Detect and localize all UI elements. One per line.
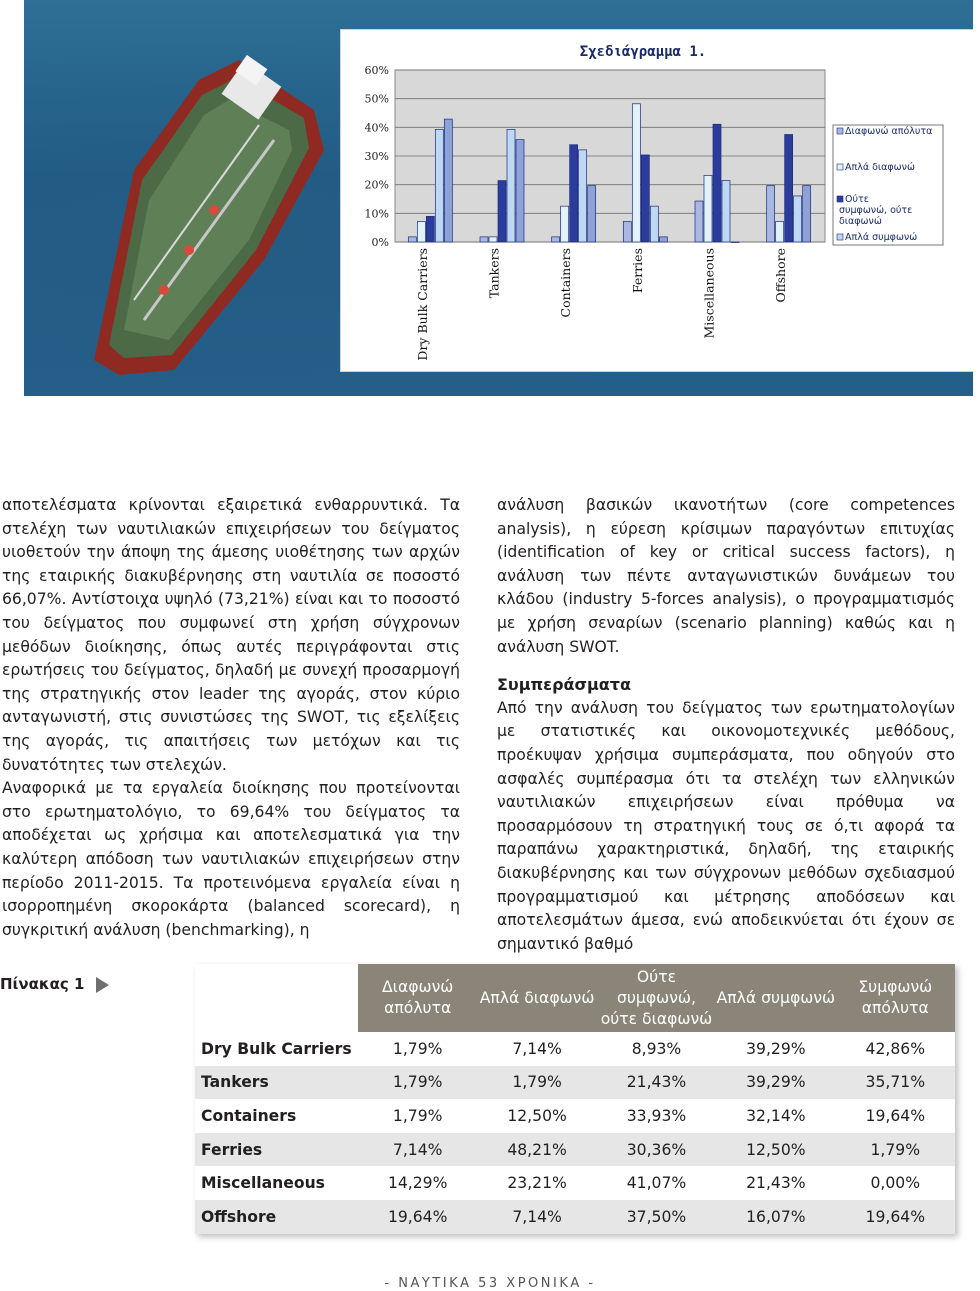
table-row [195,1032,955,1066]
legend-swatch [837,234,843,240]
table-cell: 1,79% [836,1133,955,1167]
bar [480,237,488,242]
bar [561,206,569,242]
table-row [195,1133,955,1167]
row-label: Ferries [195,1133,358,1167]
table-cell: 1,79% [358,1099,477,1133]
bar [776,222,784,242]
bar [794,196,802,242]
y-tick-label: 60% [364,64,389,77]
bar [498,181,506,242]
bar [731,242,739,243]
table-cell: 8,93% [597,1032,716,1066]
bar [803,186,811,242]
conclusions-heading: Συμπεράσματα [497,675,631,695]
bar [426,216,434,242]
table-label: Πίνακας 1 [0,975,85,993]
legend-label: Διαφωνώ απόλυτα [845,126,933,137]
bar [489,237,497,242]
bar [785,135,793,243]
table-cell: 16,07% [716,1200,835,1234]
bar [695,201,703,242]
bar [704,175,712,242]
bar [632,104,640,242]
table-corner [195,964,358,1032]
y-tick-label: 50% [364,92,389,106]
table-cell: 23,21% [477,1166,596,1200]
left-paragraph-2: Αναφορικά με τα εργαλεία διοίκησης που προτείνονται στο ερωτηματολόγιο, το 69,64% του δείγματος τα αποδέχεται ως χρήσιμα και αποτελεσματικά για την καλύτερη απόδοση των ναυτιλιακών επιχειρήσεων στην περίοδο 2011-2015. Τα προτεινόμενα εργαλεία είναι η ισορροπημένη σκοροκάρτα (balanced scorecard), η συγκριτική ανάλυση (benchmarking), η [2,779,460,939]
right-paragraph-1: ανάλυση βασικών ικανοτήτων (core competences analysis), η εύρεση κρίσιμων παραγόντων επιτυχίας (identification of key or critical success factors), η ανάλυση των πέντε ανταγωνιστικών δυνάμεων του κλάδου (industry 5-forces analysis), ο προγραμματισμός με χρήση σεναρίων (scenario planning) καθώς και η ανάλυση SWOT. [497,496,955,656]
table-cell: 14,29% [358,1166,477,1200]
row-label: Tankers [195,1066,358,1100]
legend-label: Απλά συμφωνώ [845,232,918,243]
category-label: Ferries [629,248,645,294]
tanker-ship-image [24,0,344,396]
row-label: Offshore [195,1200,358,1234]
table-cell: 37,50% [597,1200,716,1234]
chart-title: Σχεδιάγραμμα 1. [579,44,707,60]
bar [435,129,443,242]
legend-box [833,125,943,245]
bar [516,140,524,242]
chart-panel [340,29,973,372]
table-cell: 32,14% [716,1099,835,1133]
table-header: Απλά διαφωνώ [477,964,596,1032]
bar [579,150,587,242]
category-label: Containers [558,248,574,318]
table-cell: 1,79% [477,1066,596,1100]
right-text-column [497,494,955,956]
right-paragraph-2: Από την ανάλυση του δείγματος των ερωτηματολογίων με στατιστικές και οικονομοτεχνικές μεθόδους, προέκυψαν χρήσιμα συμπεράσματα, που οδηγούν στο ασφαλές συμπέρασμα ότι τα στελέχη των ελληνικών ναυτιλιακών επιχειρήσεων είναι πρόθυμα να προσαρμόσουν τη στρατηγική τους σε ό,τι αφορά τα παραπάνω χαρακτηριστικά, δηλαδή, της εταιρικής διακυβέρνησης και των σύγχρονων μεθόδων σχεδιασμού προγραμματισμού και μέτρησης αποδόσεων και αποτελεσμάτων άμεσα, ενώ αποδεικνύεται ότι έχουν σε σημαντικό βαθμό [497,698,955,953]
bar [641,155,649,242]
table-row [195,1200,955,1234]
legend-label: Ούτε συμφωνώ, ούτε διαφωνώ [839,194,913,227]
table-cell: 48,21% [477,1133,596,1167]
table-cell: 19,64% [836,1099,955,1133]
table-cell: 7,14% [477,1200,596,1234]
bar [722,181,730,242]
table-cell: 33,93% [597,1099,716,1133]
table-cell: 19,64% [358,1200,477,1234]
table-cell: 12,50% [716,1133,835,1167]
left-paragraph-1: αποτελέσματα κρίνονται εξαιρετικά ενθαρρυντικά. Τα στελέχη των ναυτιλιακών επιχειρήσεων του δείγματος υιοθετούν την άποψη της άμεσης υιοθέτησης των αρχών της εταιρικής διακυβέρνησης στη ναυτιλία σε ποσοστό 66,07%. Αντίστοιχα υψηλό (73,21%) είναι και το ποσοστό του δείγματος που συμφωνεί στη χρήση σύγχρονων μεθόδων διοίκησης, όπως αυτές περιγράφονται στις ερωτήσεις του δείγματος, δηλαδή με συνεχή προσαρμογή της στρατηγικής στον leader της αγοράς, στον κύριο ανταγωνιστή, στις συνιστώσες της SWOT, τις εξελίξεις της αγοράς, τις απαιτήσεις των μετόχων και τις δυνατότητες των στελεχών. [2,496,460,774]
bar [650,206,658,242]
category-label: Offshore [773,248,789,303]
legend-label: Απλά διαφωνώ [845,162,915,173]
bar-chart [341,30,973,371]
y-tick-label: 10% [364,207,389,221]
bar [417,222,425,242]
bar [444,119,452,242]
table-cell: 1,79% [358,1032,477,1066]
ship-photo [24,0,973,396]
table-cell: 35,71% [836,1066,955,1100]
table-row [195,1166,955,1200]
left-text-column [2,494,460,942]
table-cell: 42,86% [836,1032,955,1066]
table-cell: 39,29% [716,1066,835,1100]
table-cell: 19,64% [836,1200,955,1234]
row-label: Miscellaneous [195,1166,358,1200]
y-tick-label: 40% [364,121,389,135]
y-tick-label: 30% [364,150,389,163]
table-header: Απλά συμφωνώ [716,964,835,1032]
table-cell: 21,43% [597,1066,716,1100]
bar [623,222,631,242]
bar [507,129,515,242]
play-arrow-icon [96,977,109,993]
row-label: Containers [195,1099,358,1133]
bar [570,145,578,242]
table-cell: 7,14% [358,1133,477,1167]
legend-swatch [837,164,843,170]
table-header: Ούτε συμφωνώ, ούτε διαφωνώ [597,964,716,1032]
bar [767,186,775,242]
page-footer: - ΝΑΥΤΙΚΑ 53 ΧΡΟΝΙΚΑ - [384,1276,596,1291]
bar [713,124,721,242]
legend-swatch [837,128,843,134]
bar [659,237,667,242]
table-header: Διαφωνώ απόλυτα [358,964,477,1032]
table-cell: 21,43% [716,1166,835,1200]
table-header: Συμφωνώ απόλυτα [836,964,955,1032]
bar [408,237,416,242]
legend-swatch [837,196,843,202]
table-cell: 12,50% [477,1099,596,1133]
row-label: Dry Bulk Carriers [195,1032,358,1066]
category-label: Miscellaneous [701,248,717,339]
bar [588,186,596,242]
table-cell: 7,14% [477,1032,596,1066]
table-cell: 41,07% [597,1166,716,1200]
results-table [195,964,955,1234]
table-cell: 1,79% [358,1066,477,1100]
table-row [195,1099,955,1133]
bar [552,237,560,242]
category-label: Dry Bulk Carriers [414,248,430,361]
table-row [195,1066,955,1100]
table-cell: 0,00% [836,1166,955,1200]
table-cell: 39,29% [716,1032,835,1066]
y-tick-label: 0% [371,236,389,249]
y-tick-label: 20% [364,178,389,192]
table-cell: 30,36% [597,1133,716,1167]
category-label: Tankers [486,248,502,299]
